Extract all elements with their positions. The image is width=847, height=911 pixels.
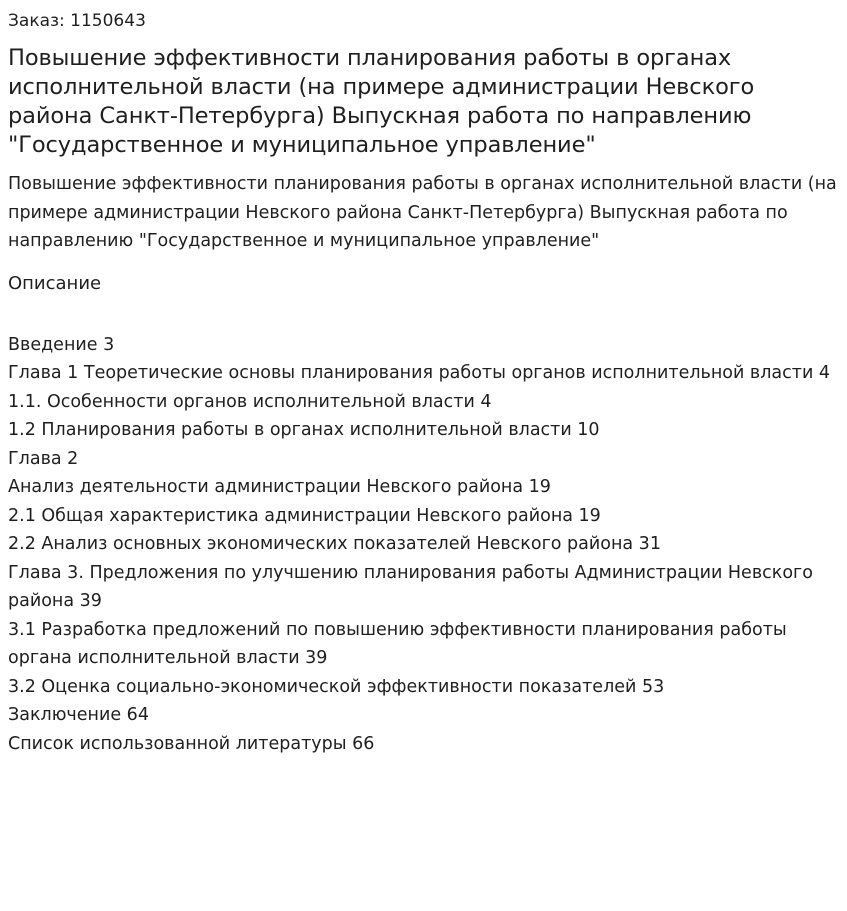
work-summary: Повышение эффективности планирования работы в органах исполнительной власти (на примере администрации Невского района Санкт-Петербурга) Выпускная работа по направлению "Государственное и муниципальное управление" (8, 174, 837, 251)
toc-item: Список использованной литературы 66 (8, 733, 375, 754)
toc-item: 2.1 Общая характеристика администрации Невского района 19 (8, 505, 601, 526)
toc-item: 2.2 Анализ основных экономических показателей Невского района 31 (8, 534, 661, 554)
toc-item: 3.2 Оценка социально-экономической эффективности показателей 53 (8, 676, 665, 697)
toc-item: 3.1 Разработка предложений по повышению эффективности планирования работы органа исполнительной власти 39 (8, 619, 787, 668)
table-of-contents (8, 331, 839, 759)
toc-item: Введение 3 (8, 334, 115, 355)
toc-item: 1.1. Особенности органов исполнительной власти 4 (8, 391, 492, 412)
order-number: Заказ: 1150643 (8, 11, 146, 31)
toc-item: Глава 3. Предложения по улучшению планирования работы Администрации Невского района 39 (8, 562, 813, 611)
toc-item: 1.2 Планирования работы в органах исполнительной власти 10 (8, 420, 600, 440)
description-heading: Описание (8, 272, 102, 294)
toc-item: Заключение 64 (8, 705, 149, 725)
page-title: Повышение эффективности планирования работы в органах исполнительной власти (на примере администрации Невского района Санкт-Петербурга) Выпускная работа по направлению "Государственное и муниципальное управление" (8, 45, 755, 158)
toc-item: Глава 1 Теоретические основы планирования работы органов исполнительной власти 4 (8, 363, 831, 383)
toc-item: Глава 2 (8, 448, 79, 469)
toc-item: Анализ деятельности администрации Невского района 19 (8, 477, 551, 497)
